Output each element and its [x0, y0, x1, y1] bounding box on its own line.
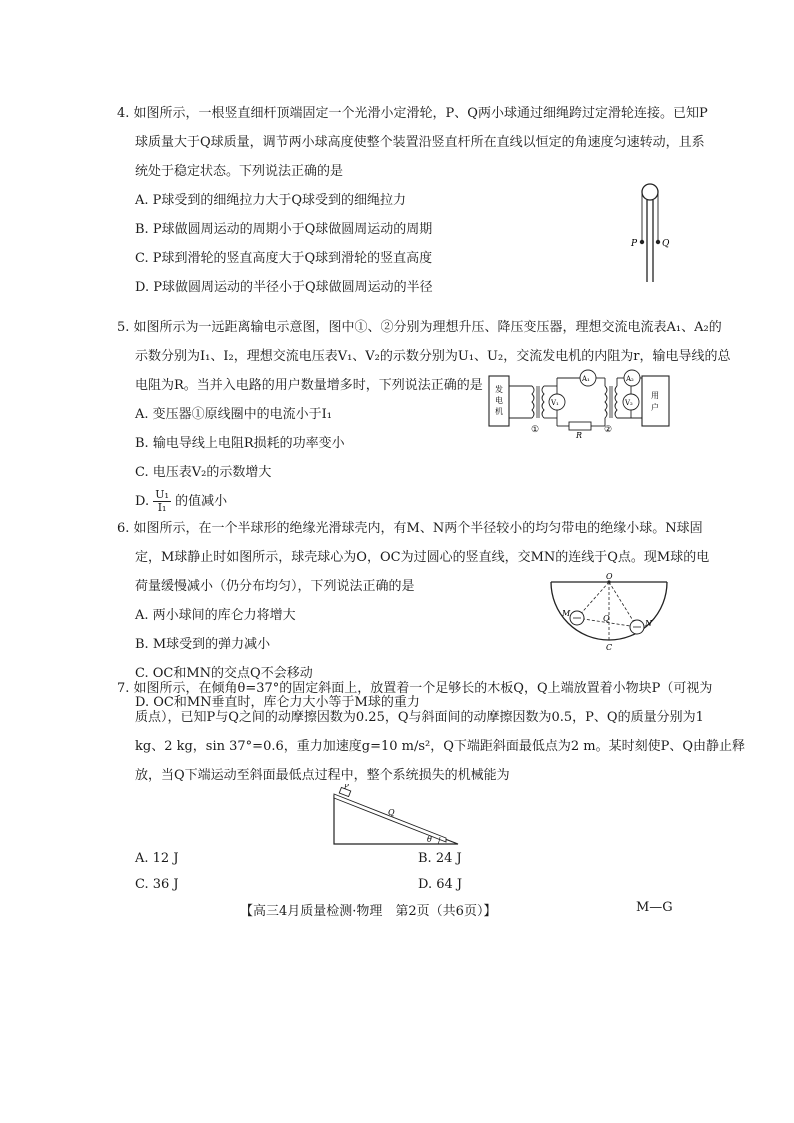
question-4: [117, 99, 708, 302]
question-7: [117, 674, 746, 790]
question-5-stem-line: 5. 如图所示为一远距离输电示意图，图中①、②分别为理想升压、降压变压器，理想交流电流表A₁、A₂的: [117, 320, 722, 335]
question-4-option-c: C. P球到滑轮的竖直高度大于Q球到滑轮的竖直高度: [135, 251, 433, 266]
question-6-option-a: A. 两小球间的库仑力将增大: [135, 608, 296, 623]
hemisphere-shell-figure: [548, 570, 670, 654]
question-7-stem-line: 放，当Q下端运动至斜面最低点过程中，整个系统损失的机械能为: [135, 768, 510, 783]
generator-label: 电: [495, 396, 503, 405]
fraction-numerator: U₁: [155, 488, 169, 501]
transformer-2-primary: [605, 386, 607, 418]
user-box: [642, 376, 669, 426]
question-5-option-d: [117, 487, 677, 516]
question-7-stem-line: 质点），已知P与Q之间的动摩擦因数为0.25，Q与斜面间的动摩擦因数为0.5，P、Q的质量分别为1: [135, 710, 704, 725]
question-5-stem-line: 电阻为R。当并入电路的用户数量增多时，下列说法正确的是: [135, 378, 483, 393]
question-7-option-c: C. 36 J: [135, 877, 179, 892]
question-6-stem-line: 荷量缓慢减小（仍分布均匀），下列说法正确的是: [135, 579, 415, 594]
label-q: Q: [603, 614, 610, 623]
label-q: Q: [662, 239, 670, 249]
transformer-2-secondary: [615, 386, 617, 418]
question-6-stem-line: 定，M球静止时如图所示，球壳球心为O，OC为过圆心的竖直线，交MN的连线于Q点。现M球的电: [135, 550, 710, 565]
question-4-option-b: B. P球做圆周运动的周期小于Q球做圆周运动的周期: [135, 222, 433, 237]
question-7-stem-line: 7. 如图所示，在倾角θ=37°的固定斜面上，放置着一个足够长的木板Q，Q上端放置着小物块P（可视为: [117, 681, 713, 696]
question-7-option-d: D. 64 J: [418, 877, 463, 892]
question-4-option-d: D. P球做圆周运动的半径小于Q球做圆周运动的半径: [135, 280, 433, 295]
ball-q: [656, 240, 660, 244]
question-6-stem-line: 6. 如图所示，在一个半球形的绝缘光滑球壳内，有M、N两个半径较小的均匀带电的绝缘小球。N球固: [117, 521, 703, 536]
question-5-option-c: C. 电压表V₂的示数增大: [135, 465, 272, 480]
question-5-stem-line: 示数分别为I₁、I₂，理想交流电压表V₁、V₂的示数分别为U₁、U₂，交流发电机的内阻为r，输电导线的总: [135, 349, 731, 364]
fraction: [153, 489, 171, 514]
generator-label: 发: [495, 385, 503, 394]
transformer-1-primary: [532, 386, 534, 418]
question-5-option-a: A. 变压器①原线圈中的电流小于I₁: [135, 407, 332, 422]
power-transmission-circuit: [487, 368, 672, 438]
rod-pulley-figure: [630, 180, 680, 285]
question-7-stem-line: kg、2 kg，sin 37°=0.6，重力加速度g=10 m/s²，Q下端距斜面最低点为2 m。某时刻使P、Q由静止释: [135, 739, 746, 754]
question-6-option-b: B. M球受到的弹力减小: [135, 637, 271, 652]
incline-figure: [328, 784, 462, 848]
question-7-option-b: B. 24 J: [418, 851, 462, 866]
question-4-stem-line: 球质量大于Q球质量，调节两小球高度使整个装置沿竖直杆所在直线以恒定的角速度匀速转动，且系: [135, 135, 705, 150]
resistor-r-label: R: [576, 431, 583, 438]
label-n: N: [645, 619, 652, 628]
user-label: 用: [651, 391, 659, 400]
label-o: O: [606, 572, 613, 581]
label-q: Q: [388, 808, 395, 817]
pulley-icon: [642, 184, 658, 200]
option-d-prefix: D.: [135, 494, 150, 509]
question-6-option-c: C. OC和MN的交点Q不会移动: [135, 666, 313, 681]
label-c: C: [606, 643, 613, 652]
label-m: M: [562, 609, 571, 618]
paper-code: M—G: [636, 900, 673, 915]
resistor-r: [569, 422, 591, 430]
line-on: [609, 582, 637, 627]
question-4-option-a: A. P球受到的细绳拉力大于Q球受到的细绳拉力: [135, 193, 407, 208]
user-label: 户: [651, 403, 659, 412]
label-theta: θ: [427, 835, 432, 844]
option-d-suffix: 的值减小: [175, 494, 228, 509]
transformer-1-secondary: [542, 386, 544, 418]
question-4-stem-line: 统处于稳定状态。下列说法正确的是: [135, 164, 344, 179]
page-footer: 【高三4月质量检测·物理 第2页（共6页）】: [240, 904, 497, 919]
ammeter-a2-label: A₂: [626, 375, 634, 383]
voltmeter-v2-label: V₂: [625, 399, 633, 407]
generator-label: 机: [495, 407, 503, 416]
question-6-option-d: D. OC和MN垂直时，库仑力大小等于M球的重力: [135, 695, 420, 710]
transformer-1-label: ①: [531, 425, 540, 435]
ball-p: [640, 240, 644, 244]
question-4-stem-line: 4. 如图所示，一根竖直细杆顶端固定一个光滑小定滑轮，P、Q两小球通过细绳跨过定滑轮连接。已知P: [117, 106, 708, 121]
voltmeter-v1-label: V₁: [551, 399, 559, 407]
ammeter-a1-label: A₁: [582, 375, 590, 383]
label-p: P: [631, 239, 638, 249]
question-7-option-a: A. 12 J: [135, 851, 179, 866]
question-5-option-b: B. 输电导线上电阻R损耗的功率变小: [135, 436, 345, 451]
label-p: P: [344, 784, 349, 791]
transformer-2-label: ②: [604, 425, 613, 435]
fraction-denominator: I₁: [157, 501, 167, 514]
